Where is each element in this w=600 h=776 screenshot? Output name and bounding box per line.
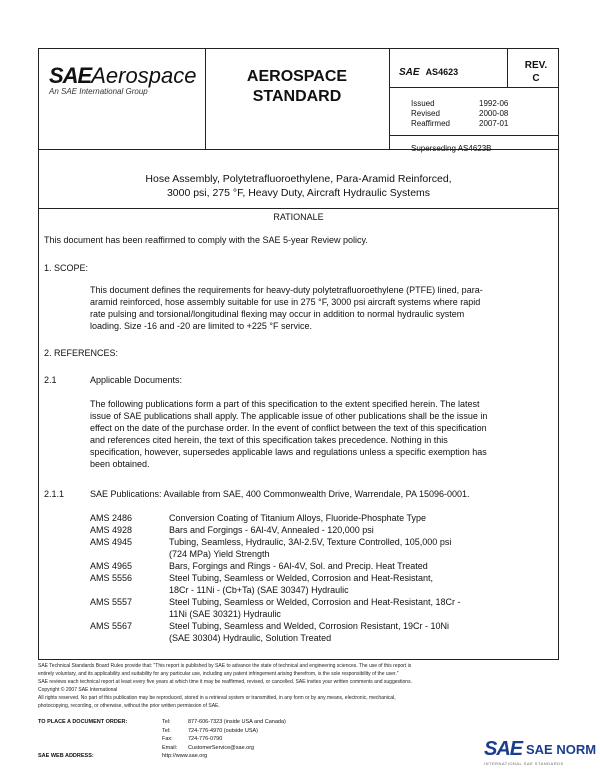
scope-line: loading. Size -16 and -20 are limited to +225 °F service. xyxy=(90,321,312,331)
date-value: 2007-01 xyxy=(479,119,509,128)
sae-aerospace-logo xyxy=(49,63,196,96)
sae-publications-number: 2.1.1 xyxy=(44,489,65,499)
publication-title xyxy=(169,560,428,572)
publication-title-line: Bars, Forgings and Rings - 6Al-4V, Sol. and Precip. Heat Treated xyxy=(169,561,428,571)
title-line-2: 3000 psi, 275 °F, Heavy Duty, Aircraft Hydraulic Systems xyxy=(166,187,431,199)
publication-row xyxy=(90,512,460,524)
publication-title xyxy=(169,512,426,524)
publication-row xyxy=(90,524,460,536)
publication-row xyxy=(90,560,460,572)
web-label: SAE WEB ADDRESS: xyxy=(38,753,94,759)
ref-line: specification, however, supersedes applicable laws and regulations unless a specific exemption has xyxy=(90,447,487,457)
logo-sae: SAE xyxy=(49,63,92,88)
publication-id: AMS 5567 xyxy=(90,621,133,631)
document-title xyxy=(39,172,558,200)
document-dates xyxy=(411,99,508,129)
rev-label: REV. xyxy=(524,60,548,71)
publication-title xyxy=(169,620,449,644)
rationale-heading: RATIONALE xyxy=(273,212,324,222)
contact-value: 877-606-7323 (inside USA and Canada) xyxy=(188,719,286,725)
order-label: TO PLACE A DOCUMENT ORDER: xyxy=(38,719,128,725)
footer-line: photocopying, recording, or otherwise, without the prior written permission of SAE. xyxy=(38,703,220,709)
logo-subtitle: An SAE International Group xyxy=(49,87,148,96)
contact-key: Tel: xyxy=(162,719,171,725)
contact-value: 724-776-0790 xyxy=(188,736,223,742)
publication-title xyxy=(169,536,451,560)
publication-title-line: (724 MPa) Yield Strength xyxy=(169,549,270,559)
footer-line: SAE reviews each technical report at least every five years at which time it may be reaffirmed, revised, or cancelled. SAE invites your written comments and suggestions. xyxy=(38,679,412,685)
contact-key: Email: xyxy=(162,744,178,751)
doc-sae-mark: SAE xyxy=(399,67,420,78)
footer-line: All rights reserved. No part of this publication may be reproduced, stored in a retrieval system or transmitted, in any form or by any means, electronic, mechanical, xyxy=(38,695,396,701)
publication-id: AMS 4945 xyxy=(90,537,133,547)
publication-id: AMS 2486 xyxy=(90,513,133,523)
date-label: Revised xyxy=(411,109,440,118)
scope-line: This document defines the requirements for heavy-duty polytetrafluoroethylene (PTFE) lined, para- xyxy=(90,285,483,295)
ref-line: The following publications form a part of this specification to the extent specified herein. The latest xyxy=(90,399,480,409)
publication-row xyxy=(90,596,460,620)
contact-key: Tel: xyxy=(162,727,171,734)
publication-title-line: Conversion Coating of Titanium Alloys, Fluoride-Phosphate Type xyxy=(169,513,426,523)
sae-publications-heading: SAE Publications: Available from SAE, 400 Commonwealth Drive, Warrendale, PA 15096-0001. xyxy=(90,489,470,499)
contact-value: 724-776-4970 (outside USA) xyxy=(188,727,259,734)
footer-line: SAE Technical Standards Board Rules provide that: "This report is published by SAE to advance the state of technical and engineering sciences. The use of this report is xyxy=(38,663,412,669)
publication-id: AMS 4928 xyxy=(90,525,133,535)
publication-title-line: (SAE 30304) Hydraulic, Solution Treated xyxy=(169,633,332,643)
divider xyxy=(389,135,559,136)
footer-line: entirely voluntary, and its applicability and suitability for any particular use, including any patent infringement arising therefrom, is the sole responsibility of the user." xyxy=(38,671,399,677)
date-label: Issued xyxy=(411,99,435,108)
divider xyxy=(389,87,559,88)
references-heading: 2. REFERENCES: xyxy=(44,348,119,358)
publication-list xyxy=(90,512,460,644)
standard-line-1: AEROSPACE xyxy=(246,68,348,85)
date-value: 1992-06 xyxy=(479,99,509,108)
sae-norm-logo xyxy=(484,738,596,768)
divider xyxy=(205,49,206,149)
divider xyxy=(507,49,508,87)
publication-title xyxy=(169,596,460,620)
superseding-note: Superseding AS4623B xyxy=(411,144,492,153)
standard-line-2: STANDARD xyxy=(252,88,342,105)
publication-id: AMS 5557 xyxy=(90,597,133,607)
publication-row xyxy=(90,572,460,596)
scope-line: rate pulsing and torsional/longitudinal flexing may occur in addition to normal hydraulic system xyxy=(90,309,465,319)
sae-norm-text: SAE NORM xyxy=(526,742,597,757)
document-number xyxy=(399,67,458,78)
publication-title-line: Steel Tubing, Seamless or Welded, Corrosion and Heat-Resistant, 18Cr - xyxy=(169,597,461,607)
date-value: 2000-08 xyxy=(479,109,509,118)
title-line-1: Hose Assembly, Polytetrafluoroethylene, Para-Aramid Reinforced, xyxy=(145,173,452,185)
contact-key: Fax: xyxy=(162,736,173,742)
ref-line: effect on the date of the purchase order. In the event of conflict between the text of this specification xyxy=(90,423,487,433)
rationale-text: This document has been reaffirmed to comply with the SAE 5-year Review policy. xyxy=(44,235,368,245)
web-address-link[interactable]: http://www.sae.org xyxy=(162,753,208,759)
contact-email[interactable]: CustomerService@sae.org xyxy=(188,744,255,751)
divider xyxy=(39,208,558,209)
standard-title xyxy=(217,67,377,107)
publication-title-line: Tubing, Seamless, Hydraulic, 3Al-2.5V, Texture Controlled, 105,000 psi xyxy=(169,537,452,547)
publication-row xyxy=(90,536,460,560)
divider xyxy=(389,49,390,149)
publication-title-line: Steel Tubing, Seamless or Welded, Corrosion and Heat-Resistant, xyxy=(169,573,433,583)
scope-heading: 1. SCOPE: xyxy=(44,263,89,273)
rev-value: C xyxy=(532,73,540,84)
publication-row xyxy=(90,620,460,644)
ref-line: been obtained. xyxy=(90,459,150,469)
sae-norm-tagline: INTERNATIONAL SAE STANDARDS xyxy=(484,761,564,766)
date-row xyxy=(411,109,508,119)
applicable-docs-number: 2.1 xyxy=(44,375,57,385)
doc-number-value: AS4623 xyxy=(425,67,459,77)
revision-box xyxy=(513,59,559,85)
date-row xyxy=(411,99,508,109)
logo-aerospace: Aerospace xyxy=(91,63,197,88)
sae-norm-mark: SAE xyxy=(484,738,523,760)
date-label: Reaffirmed xyxy=(411,119,450,128)
legal-footer xyxy=(38,662,559,710)
publication-title-line: 18Cr - 11Ni - (Cb+Ta) (SAE 30347) Hydraulic xyxy=(169,585,349,595)
applicable-docs-paragraph xyxy=(90,398,487,470)
ref-line: and references cited herein, the text of this specification takes precedence. Nothing in this xyxy=(90,435,448,445)
publication-id: AMS 4965 xyxy=(90,561,133,571)
ref-line: issue of SAE publications shall apply. The applicable issue of other publications shall be the issue in xyxy=(90,411,488,421)
publication-title xyxy=(169,524,374,536)
scope-paragraph xyxy=(90,284,483,332)
applicable-docs-heading: Applicable Documents: xyxy=(90,375,183,385)
scope-line: aramid reinforced, hose assembly suitable for use in 275 °F, 3000 psi aircraft systems where rapid xyxy=(90,297,481,307)
publication-title xyxy=(169,572,433,596)
publication-id: AMS 5556 xyxy=(90,573,133,583)
publication-title-line: Bars and Forgings - 6Al-4V, Annealed - 120,000 psi xyxy=(169,525,374,535)
date-row xyxy=(411,119,508,129)
publication-title-line: Steel Tubing, Seamless and Welded, Corrosion Resistant, 19Cr - 10Ni xyxy=(169,621,449,631)
publication-title-line: 11Ni (SAE 30321) Hydraulic xyxy=(169,609,281,619)
footer-line: Copyright © 2007 SAE International xyxy=(38,687,118,693)
